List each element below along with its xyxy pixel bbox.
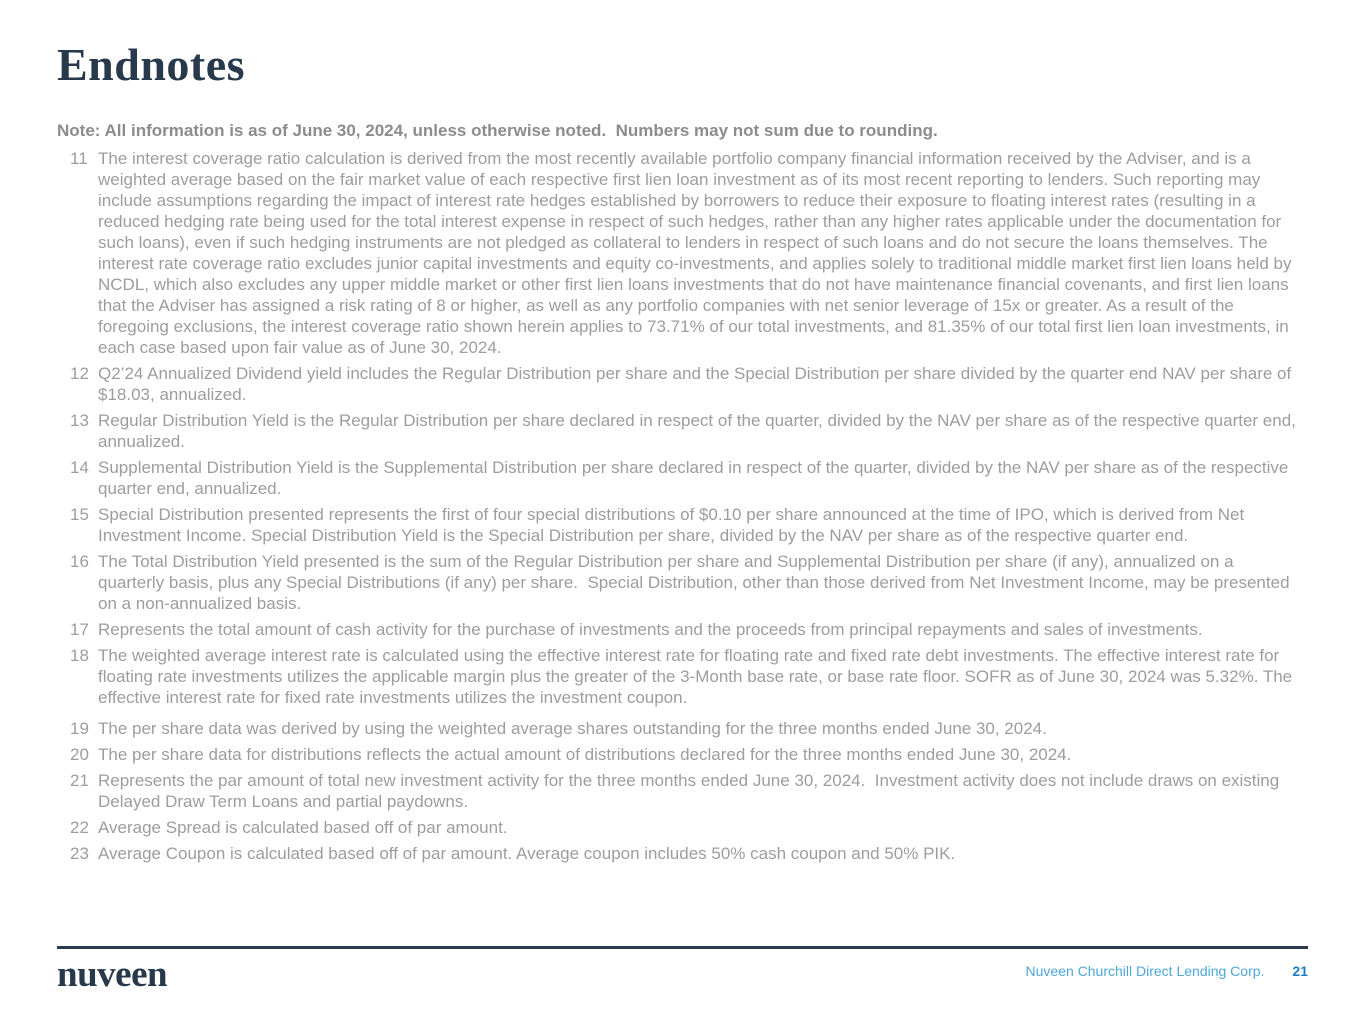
endnote-number: 13: [70, 411, 89, 430]
endnote-text: The per share data was derived by using the weighted average shares outstanding for the three months ended June 30, 2024.: [98, 719, 1047, 738]
endnote-item: [57, 457, 1297, 499]
endnote-text: Represents the par amount of total new investment activity for the three months ended June 30, 2024. Investment activity does not include draws on existing Delayed Draw Term Loans and partial paydowns.: [98, 771, 1284, 811]
endnote-text: The interest coverage ratio calculation is derived from the most recently available portfolio company financial information received by the Adviser, and is a weighted average based on the fair market value of each respective first lien loan investment as of its most recent reporting to lenders. Such reporting may include assumptions regarding the impact of interest rate hedges established by borrowers to reduce their exposure to floating interest rates (resulting in a reduced hedging rate being used for the total interest expense in respect of such hedges, rather than any higher rates applicable under the documentation for such loans), even if such hedging instruments are not pledged as collateral to lenders in respect of such loans and do not secure the loans themselves. The interest rate coverage ratio excludes junior capital investments and equity co-investments, and applies solely to traditional middle market first lien loans held by NCDL, which also excludes any upper middle market or other first lien loans investments that do not have maintenance financial covenants, and first lien loans that the Adviser has assigned a risk rating of 8 or higher, as well as any portfolio companies with net senior leverage of 15x or greater. As a result of the foregoing exclusions, the interest coverage ratio shown herein applies to 73.71% of our total investments, and 81.35% of our total first lien loan investments, in each case based upon fair value as of June 30, 2024.: [98, 149, 1297, 357]
endnote-text: Q2’24 Annualized Dividend yield includes the Regular Distribution per share and the Special Distribution per share divided by the quarter end NAV per share of $18.03, annualized.: [98, 364, 1296, 404]
endnote-text: Average Coupon is calculated based off of par amount. Average coupon includes 50% cash coupon and 50% PIK.: [98, 844, 956, 863]
footer-company-name: Nuveen Churchill Direct Lending Corp.: [1025, 963, 1265, 979]
endnote-text: The per share data for distributions reflects the actual amount of distributions declared for the three months ended June 30, 2024.: [98, 745, 1072, 764]
nuveen-logo: nuveen: [57, 954, 168, 995]
endnote-text: Average Spread is calculated based off of par amount.: [98, 818, 508, 837]
endnote-number: 12: [70, 364, 89, 383]
endnote-number: 21: [70, 771, 89, 790]
footer-divider: [57, 946, 1308, 949]
endnote-number: 22: [70, 818, 89, 837]
endnote-number: 14: [70, 458, 89, 477]
endnote-item: [57, 744, 1297, 765]
endnote-item: [57, 504, 1297, 546]
endnote-item: [57, 363, 1297, 405]
footer-right: [1026, 963, 1308, 979]
endnote-item: [57, 718, 1297, 739]
endnote-item: [57, 843, 1297, 864]
endnote-item: [57, 619, 1297, 640]
endnote-number: 20: [70, 745, 89, 764]
endnote-item: [57, 645, 1297, 708]
endnote-text: The weighted average interest rate is calculated using the effective interest rate for floating rate and fixed rate debt investments. The effective interest rate for floating rate investments utilizes the applicable margin plus the greater of the 3-Month base rate, or base rate floor. SOFR as of June 30, 2024 was 5.32%. The effective interest rate for fixed rate investments utilizes the investment coupon.: [98, 646, 1297, 707]
note-line: Note: All information is as of June 30, 2024, unless otherwise noted. Numbers may not sum due to rounding.: [57, 121, 938, 140]
endnote-number: 19: [70, 719, 89, 738]
endnote-number: 23: [70, 844, 89, 863]
endnote-text: Regular Distribution Yield is the Regular Distribution per share declared in respect of the quarter, divided by the NAV per share as of the respective quarter end, annualized.: [98, 411, 1301, 451]
page-title: Endnotes: [57, 39, 246, 90]
endnote-item: [57, 551, 1297, 614]
endnote-item: [57, 770, 1297, 812]
endnote-number: 17: [70, 620, 89, 639]
endnote-number: 15: [70, 505, 89, 524]
endnote-text: Special Distribution presented represents the first of four special distributions of $0.10 per share announced at the time of IPO, which is derived from Net Investment Income. Special Distribution Yield is the Special Distribution per share, divided by the NAV per share as of the respective quarter end.: [98, 505, 1249, 545]
endnote-number: 16: [70, 552, 89, 571]
endnote-item: [57, 148, 1297, 358]
endnotes-list: [57, 148, 1301, 864]
endnote-text: Supplemental Distribution Yield is the Supplemental Distribution per share declared in respect of the quarter, divided by the NAV per share as of the respective quarter end, annualized.: [98, 458, 1294, 498]
endnote-item: [57, 410, 1301, 452]
endnote-item: [57, 817, 1297, 838]
page-number: 21: [1292, 963, 1308, 979]
endnote-text: The Total Distribution Yield presented is the sum of the Regular Distribution per share and Supplemental Distribution per share (if any), annualized on a quarterly basis, plus any Special Distributions (if any) per share. Special Distribution, other than those derived from Net Investment Income, may be presented on a non-annualized basis.: [98, 552, 1295, 613]
endnote-number: 18: [70, 646, 89, 665]
endnote-text: Represents the total amount of cash activity for the purchase of investments and the proceeds from principal repayments and sales of investments.: [98, 620, 1203, 639]
endnote-number: 11: [70, 149, 88, 168]
